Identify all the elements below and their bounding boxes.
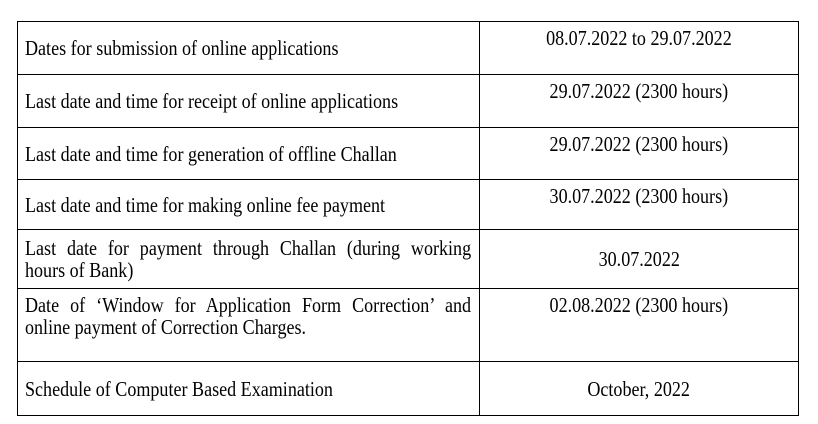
schedule-table [17, 21, 799, 416]
table-row [18, 180, 799, 230]
date-cell [480, 289, 799, 362]
event-cell [18, 180, 480, 230]
event-cell [18, 289, 480, 362]
event-cell [18, 362, 480, 416]
date-text: 29.07.2022 (2300 hours) [549, 79, 729, 103]
event-cell [18, 128, 480, 180]
date-cell [480, 362, 799, 416]
date-cell [480, 230, 799, 289]
table-row [18, 128, 799, 180]
event-text: Last date and time for generation of offline Challan [25, 141, 397, 166]
event-cell [18, 22, 480, 75]
event-text: Date of ‘Window for Application Form Correction’ and online payment of Correction Charges. [25, 293, 472, 339]
event-text: Schedule of Computer Based Examination [25, 376, 333, 401]
date-text: 29.07.2022 (2300 hours) [549, 132, 729, 156]
date-text: 08.07.2022 to 29.07.2022 [546, 26, 732, 50]
table-row [18, 75, 799, 128]
table-row [18, 362, 799, 416]
date-cell [480, 128, 799, 180]
table-row [18, 22, 799, 75]
date-text: 30.07.2022 [598, 247, 680, 271]
date-cell [480, 180, 799, 230]
event-text: Last date and time for making online fee payment [25, 192, 386, 217]
event-text: Dates for submission of online applications [25, 36, 339, 60]
date-text: 02.08.2022 (2300 hours) [549, 293, 729, 317]
event-cell [18, 75, 480, 128]
date-text: 30.07.2022 (2300 hours) [549, 184, 729, 208]
event-cell [18, 230, 480, 289]
event-text: Last date for payment through Challan (during working hours of Bank) [25, 236, 472, 282]
table-row [18, 289, 799, 362]
date-cell [480, 22, 799, 75]
date-text: October, 2022 [587, 376, 691, 401]
date-cell [480, 75, 799, 128]
event-text: Last date and time for receipt of online applications [25, 89, 399, 113]
table-row [18, 230, 799, 289]
